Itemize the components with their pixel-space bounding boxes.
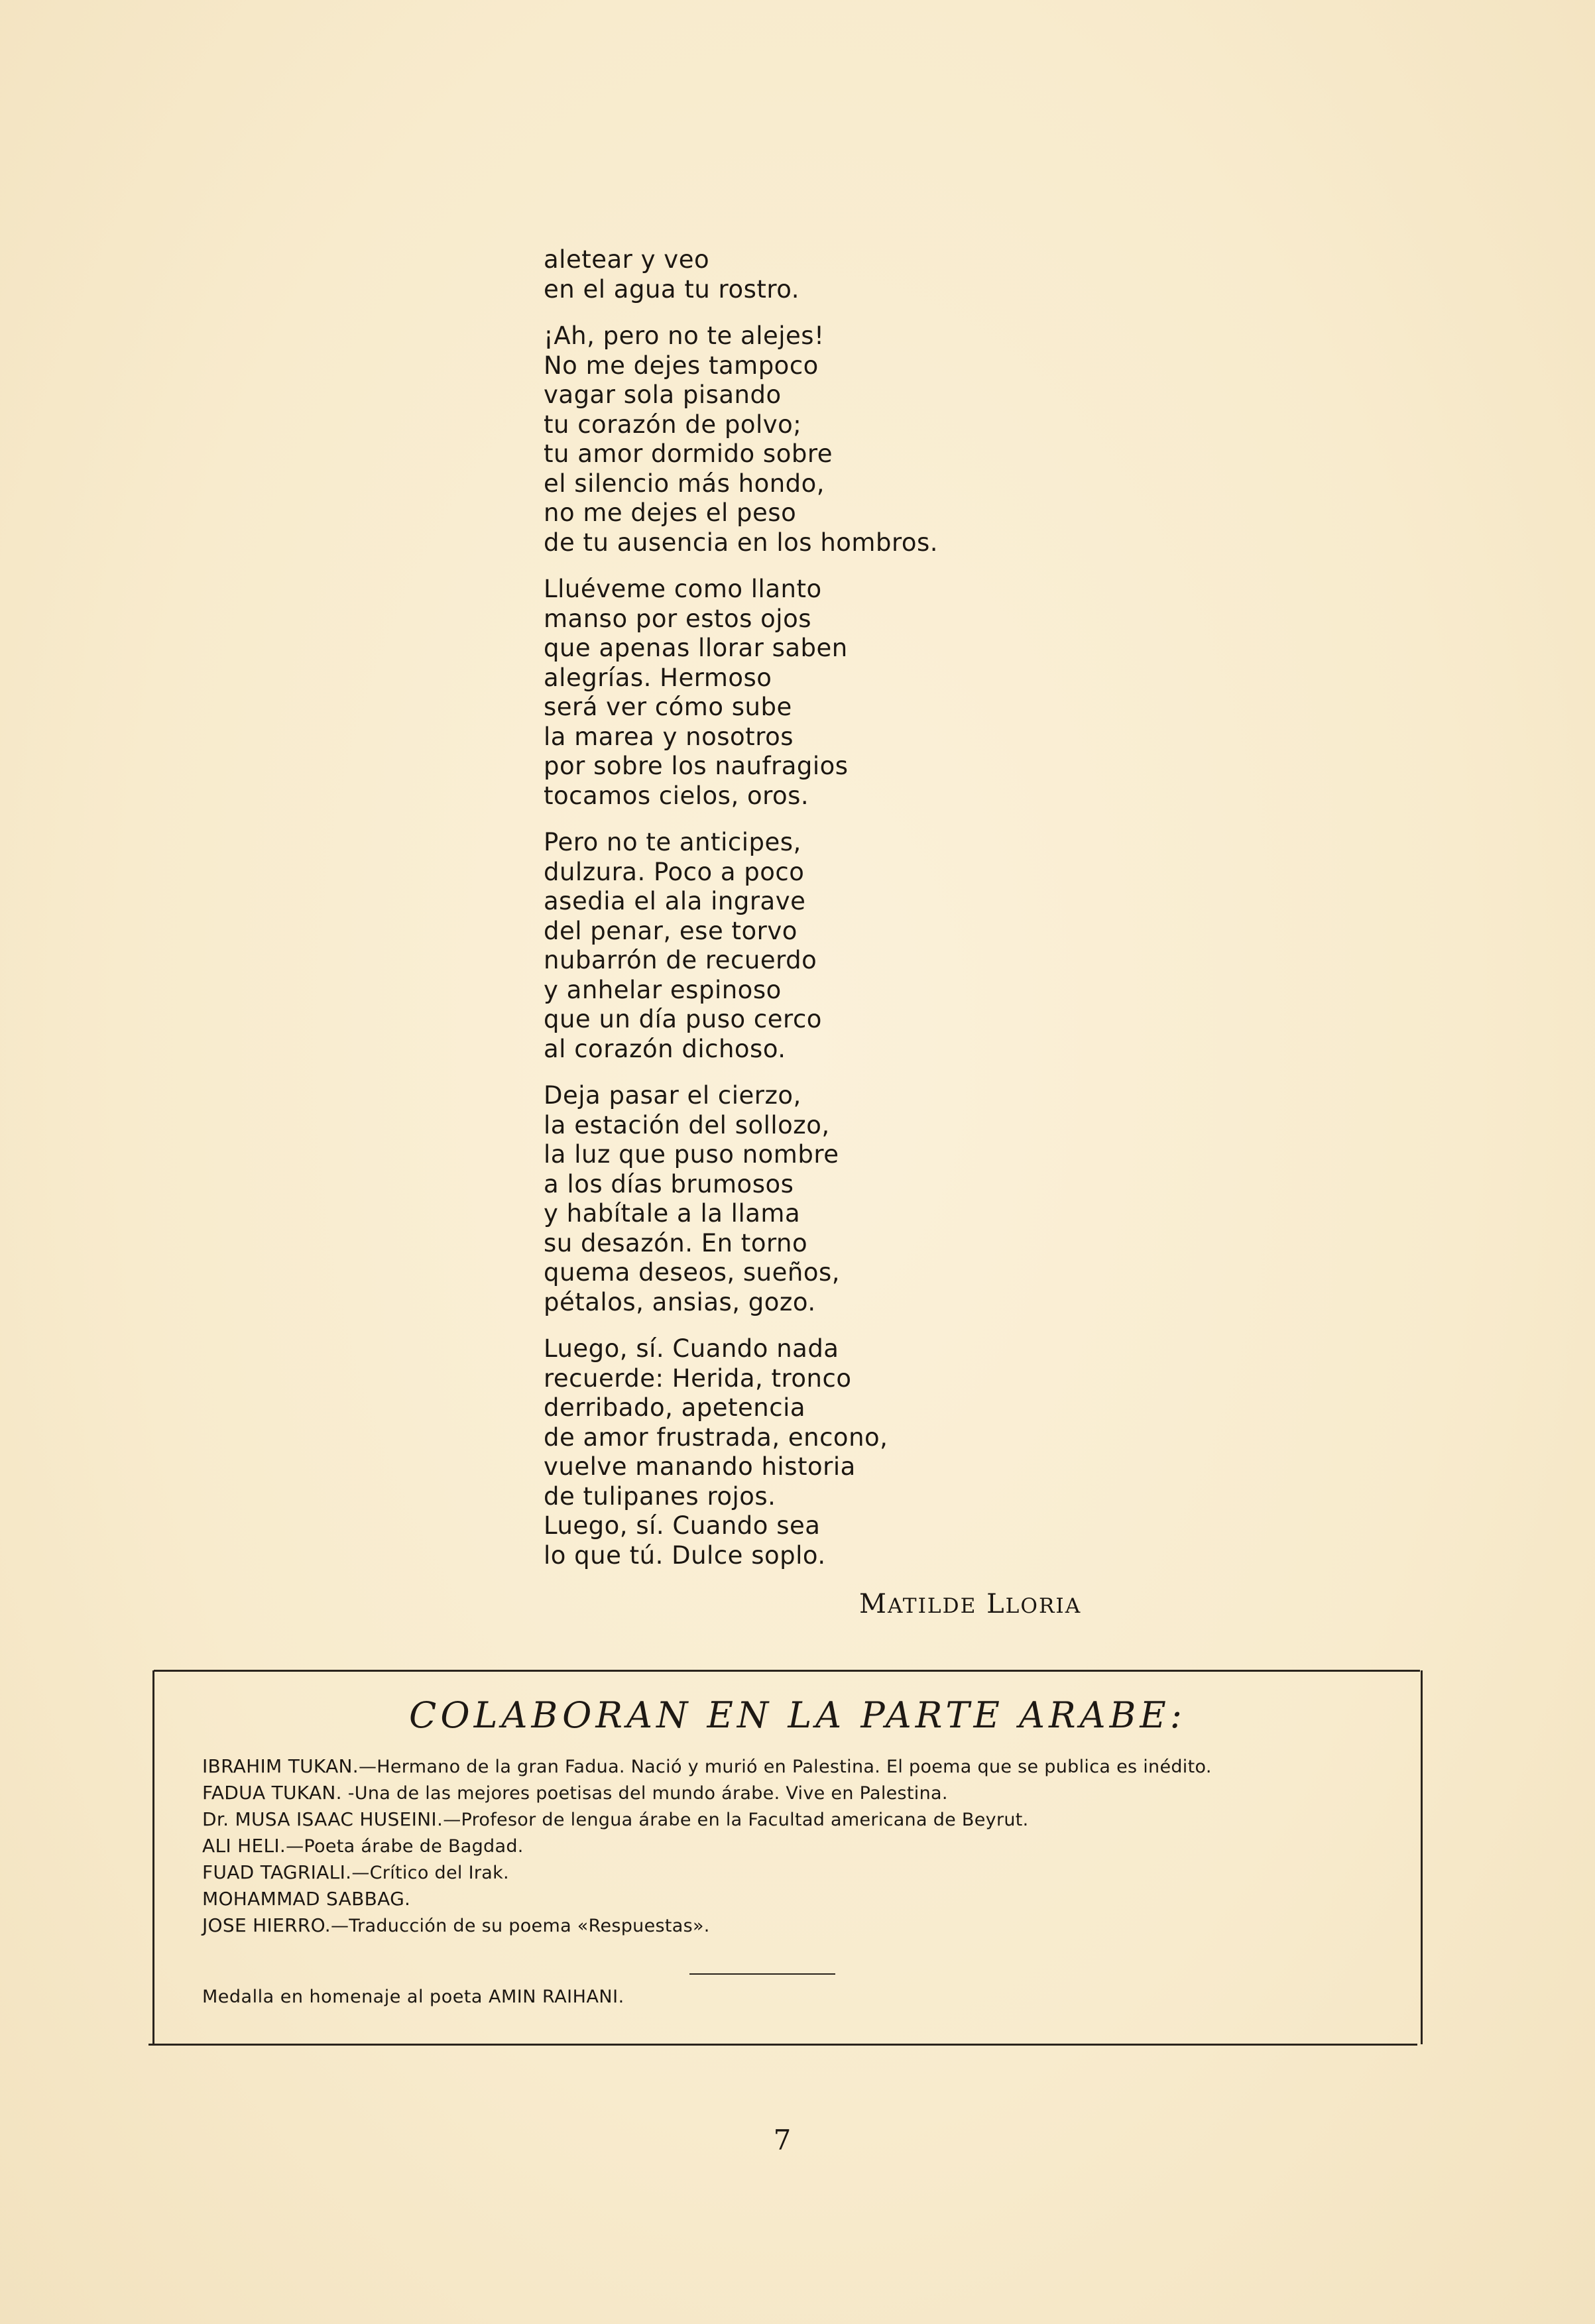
poem-line: que apenas llorar saben <box>544 634 848 662</box>
poem-line: quema deseos, sueños, <box>544 1258 841 1287</box>
contributor-name: FUAD TAGRIALI. <box>202 1861 352 1883</box>
page-number: 7 <box>773 2124 792 2156</box>
poem-line: y anhelar espinoso <box>544 975 782 1004</box>
poem-line: derribado, apetencia <box>544 1393 806 1422</box>
poem-line: de amor frustrada, encono, <box>544 1423 888 1452</box>
poem-line: dulzura. Poco a poco <box>544 857 805 886</box>
poem-line: Luego, sí. Cuando nada <box>544 1334 839 1363</box>
poem-stanza <box>544 1334 1140 1570</box>
poem-line: será ver cómo sube <box>544 693 792 721</box>
poem-line: de tulipanes rojos. <box>544 1482 776 1511</box>
poem-line: nubarrón de recuerdo <box>544 946 817 974</box>
poem-line: el silencio más hondo, <box>544 469 825 498</box>
poem-line: asedia el ala ingrave <box>544 887 806 915</box>
poem-line: por sobre los naufragios <box>544 752 849 780</box>
poem-line: vuelve manando historia <box>544 1452 856 1481</box>
contributor-description: —Poeta árabe de Bagdad. <box>286 1836 524 1857</box>
poem-line: vagar sola pisando <box>544 380 782 409</box>
poem-line: su desazón. En torno <box>544 1228 808 1257</box>
poem-stanza <box>544 1081 1140 1317</box>
poem-stanza <box>544 321 1140 557</box>
poem-line: tu corazón de polvo; <box>544 410 802 439</box>
contributor-entry <box>202 1753 1395 1780</box>
contributor-description: -Una de las mejores poetisas del mundo árabe. Vive en Palestina. <box>341 1783 948 1804</box>
poem-line: Pero no te anticipes, <box>544 828 801 856</box>
poem-signature: MATILDE LLORIA <box>859 1589 1082 1619</box>
poem-line: manso por estos ojos <box>544 604 811 633</box>
poem-stanza <box>544 575 1140 811</box>
poem-line: que un día puso cerco <box>544 1005 822 1033</box>
poem-line: tocamos cielos, oros. <box>544 781 809 810</box>
poem-line: a los días brumosos <box>544 1169 794 1198</box>
contributors-divider <box>689 1973 835 1975</box>
poem-line: la marea y nosotros <box>544 722 794 751</box>
contributor-entry <box>202 1912 1395 1939</box>
poem-line: ¡Ah, pero no te alejes! <box>544 321 825 350</box>
poem-line: al corazón dichoso. <box>544 1034 786 1063</box>
contributor-entry <box>202 1886 1395 1912</box>
contributor-name: Dr. MUSA ISAAC HUSEINI. <box>202 1808 443 1830</box>
contributor-entry <box>202 1806 1395 1833</box>
contributor-entry <box>202 1859 1395 1886</box>
poem-line: la estación del sollozo, <box>544 1110 830 1139</box>
poem-line: en el agua tu rostro. <box>544 274 800 304</box>
contributor-name: MOHAMMAD SABBAG. <box>202 1888 411 1910</box>
box-bottom-rule <box>148 2044 1417 2046</box>
poem-line: Deja pasar el cierzo, <box>544 1081 801 1110</box>
poem-line: aletear y veo <box>544 245 710 274</box>
contributor-description: —Traducción de su poema «Respuestas». <box>330 1916 710 1936</box>
poem-stanza <box>544 245 1140 304</box>
contributor-description: —Crítico del Irak. <box>351 1863 509 1883</box>
contributors-title: COLABORAN EN LA PARTE ARABE: <box>409 1694 1186 1736</box>
poem-line: lo que tú. Dulce soplo. <box>544 1540 826 1570</box>
poem-line: No me dejes tampoco <box>544 351 819 380</box>
contributor-name: IBRAHIM TUKAN. <box>202 1755 359 1777</box>
poem-line: Lluéveme como llanto <box>544 575 822 603</box>
poem-line: recuerde: Herida, tronco <box>544 1364 852 1393</box>
contributor-entry <box>202 1833 1395 1859</box>
medal-note: Medalla en homenaje al poeta AMIN RAIHANI. <box>202 1987 624 2007</box>
contributor-description: —Profesor de lengua árabe en la Facultad americana de Beyrut. <box>443 1810 1029 1830</box>
contributor-description: —Hermano de la gran Fadua. Nació y murió en Palestina. El poema que se publica es inédito. <box>358 1757 1212 1777</box>
poem-stanza <box>544 828 1140 1064</box>
poem-line: no me dejes el peso <box>544 498 797 527</box>
poem-line: Luego, sí. Cuando sea <box>544 1511 821 1540</box>
contributor-name: FADUA TUKAN. <box>202 1782 342 1804</box>
poem-line: la luz que puso nombre <box>544 1140 839 1169</box>
contributor-name: ALI HELI. <box>202 1835 286 1857</box>
poem-line: y habítale a la llama <box>544 1199 801 1228</box>
poem-line: del penar, ese torvo <box>544 916 798 945</box>
contributor-entry <box>202 1780 1395 1806</box>
poem-line: alegrías. Hermoso <box>544 663 772 692</box>
poem-line: de tu ausencia en los hombros. <box>544 528 939 557</box>
poem-line: pétalos, ansias, gozo. <box>544 1287 816 1316</box>
contributor-name: JOSE HIERRO. <box>202 1914 331 1936</box>
contributors-list <box>202 1753 1395 1939</box>
poem-line: tu amor dormido sobre <box>544 439 833 468</box>
poem <box>544 245 1140 1588</box>
